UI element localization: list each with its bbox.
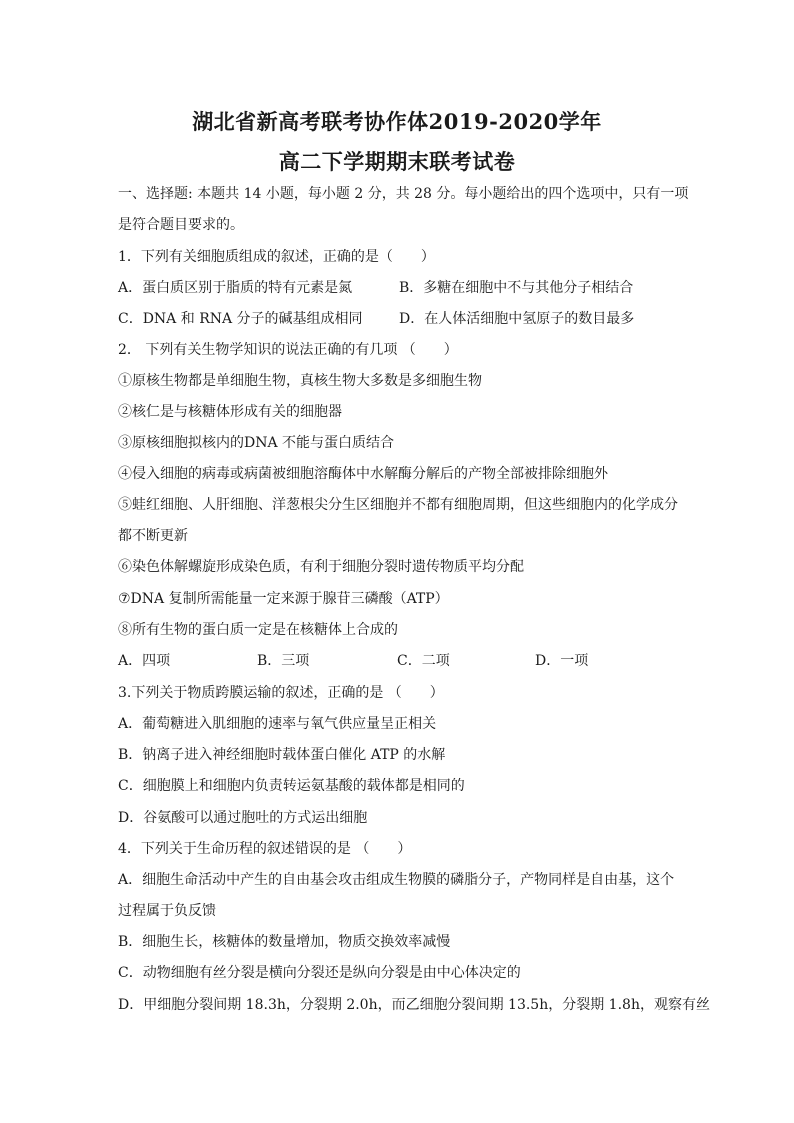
question-3-stem: 3.下列关于物质跨膜运输的叙述，正确的是 （ ） xyxy=(118,685,444,701)
question-2-choices xyxy=(118,651,678,671)
question-4-stem: 4．下列关于生命历程的叙述错误的是 （ ） xyxy=(118,841,412,857)
question-1-choices-row2 xyxy=(118,309,678,329)
question-4-option-a-line1: A．细胞生命活动中产生的自由基会攻击组成生物膜的磷脂分子，产物同样是自由基，这个 xyxy=(118,872,675,888)
question-4-option-b: B．细胞生长，核糖体的数量增加，物质交换效率减慢 xyxy=(118,934,451,950)
question-4-option-a-line2: 过程属于负反馈 xyxy=(118,903,216,919)
section-instructions-line1: 一、选择题: 本题共 14 小题，每小题 2 分，共 28 分。每小题给出的四个选项中，只有一项 xyxy=(118,186,689,202)
question-1-option-d: D．在人体活细胞中氢原子的数目最多 xyxy=(399,311,635,327)
question-2-option-b: B．三项 xyxy=(257,653,310,669)
exam-title-line1: 湖北省新高考联考协作体2019-2020学年 xyxy=(192,109,602,134)
question-2-statement-2: ②核仁是与核糖体形成有关的细胞器 xyxy=(118,404,342,420)
question-2-statement-6: ⑥染色体解螺旋形成染色质，有利于细胞分裂时遗传物质平均分配 xyxy=(118,559,524,575)
question-2-statement-8: ⑧所有生物的蛋白质一定是在核糖体上合成的 xyxy=(118,622,398,638)
question-1-option-a: A．蛋白质区别于脂质的特有元素是氮 xyxy=(118,280,353,296)
question-2-statement-1: ①原核生物都是单细胞生物，真核生物大多数是多细胞生物 xyxy=(118,373,482,389)
question-1-option-c: C．DNA 和 RNA 分子的碱基组成相同 xyxy=(118,311,363,327)
question-3-option-b: B．钠离子进入神经细胞时载体蛋白催化 ATP 的水解 xyxy=(118,747,446,763)
question-2-option-c: C．二项 xyxy=(397,653,450,669)
question-2-statement-5-line1: ⑤蛙红细胞、人肝细胞、洋葱根尖分生区细胞并不都有细胞周期，但这些细胞内的化学成分 xyxy=(118,497,678,513)
question-4-option-c: C．动物细胞有丝分裂是横向分裂还是纵向分裂是由中心体决定的 xyxy=(118,965,521,981)
question-2-statement-4: ④侵入细胞的病毒或病菌被细胞溶酶体中水解酶分解后的产物全部被排除细胞外 xyxy=(118,466,608,482)
question-3-option-a: A．葡萄糖进入肌细胞的速率与氧气供应量呈正相关 xyxy=(118,716,437,732)
question-3-option-c: C．细胞膜上和细胞内负责转运氨基酸的载体都是相同的 xyxy=(118,778,465,794)
exam-title-line2: 高二下学期期末联考试卷 xyxy=(278,149,516,174)
question-2-stem: 2． 下列有关生物学知识的说法正确的有几项 （ ） xyxy=(118,342,458,358)
question-3-option-d: D．谷氨酸可以通过胞吐的方式运出细胞 xyxy=(118,810,368,826)
section-instructions-line2: 是符合题目要求的。 xyxy=(118,217,244,233)
question-2-option-d: D．一项 xyxy=(535,653,589,669)
question-1-choices-row1 xyxy=(118,278,678,298)
question-1-stem: 1．下列有关细胞质组成的叙述，正确的是（ ） xyxy=(118,249,435,265)
question-2-statement-7: ⑦DNA 复制所需能量一定来源于腺苷三磷酸（ATP） xyxy=(118,591,449,607)
question-2-statement-3: ③原核细胞拟核内的DNA 不能与蛋白质结合 xyxy=(118,435,395,451)
question-1-option-b: B．多糖在细胞中不与其他分子相结合 xyxy=(399,280,634,296)
question-4-option-d: D．甲细胞分裂间期 18.3h，分裂期 2.0h，而乙细胞分裂间期 13.5h，分裂期 1.8h，观察有丝 xyxy=(118,997,710,1013)
question-2-statement-5-line2: 都不断更新 xyxy=(118,528,188,544)
question-2-option-a: A．四项 xyxy=(118,653,171,669)
